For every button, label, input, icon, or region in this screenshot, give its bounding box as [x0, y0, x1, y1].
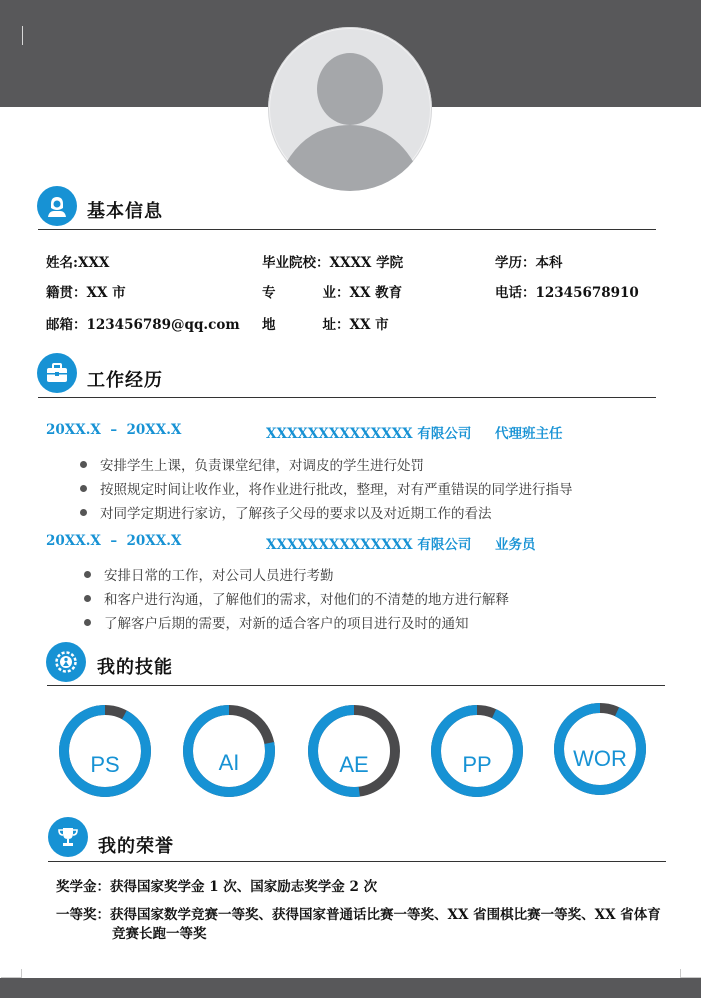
- list-item: 按照规定时间让收作业，将作业进行批改，整理，对有严重错误的同学进行指导: [80, 478, 573, 498]
- section-divider: [47, 685, 665, 686]
- skill-ring-ai: [182, 704, 276, 798]
- job-period: 20XX.X – 20XX.X: [46, 533, 182, 549]
- section-divider: [48, 861, 666, 862]
- job-position: 业务员: [495, 537, 536, 553]
- avatar-placeholder-icon: [268, 27, 432, 191]
- section-divider: [38, 229, 656, 230]
- honor-first-prize: 一等奖：获得国家数学竞赛一等奖、获得国家普通话比赛一等奖、XX 省围棋比赛一等奖、XX 省体育: [56, 907, 661, 923]
- list-item: 安排日常的工作，对公司人员进行考勤: [84, 564, 334, 584]
- job-company: XXXXXXXXXXXXXX 有限公司: [266, 537, 472, 553]
- list-item: 对同学定期进行家访，了解孩子父母的要求以及对近期工作的看法: [80, 502, 492, 522]
- skill-progress: [64, 710, 146, 792]
- skill-ring-ps: [58, 704, 152, 798]
- info-phone: 电话：12345678910: [495, 285, 639, 301]
- skill-ring-ae: [307, 704, 401, 798]
- user-icon: [37, 186, 77, 226]
- list-item: 安排学生上课，负责课堂纪律，对调皮的学生进行处罚: [80, 454, 424, 474]
- section-title-honors: 我的荣誉: [98, 836, 174, 857]
- list-item: 和客户进行沟通，了解他们的需求，对他们的不清楚的地方进行解释: [84, 588, 509, 608]
- skill-ring-pp: [430, 704, 524, 798]
- job-position: 代理班主任: [495, 426, 563, 442]
- skill-label: AE: [339, 752, 369, 777]
- section-divider: [38, 397, 656, 398]
- briefcase-icon: [37, 353, 77, 393]
- honor-first-prize-cont: 竞赛长跑一等奖: [112, 926, 207, 942]
- job-period: 20XX.X – 20XX.X: [46, 422, 182, 438]
- page-corner-mark: [1, 969, 22, 978]
- info-major: 专 业：XX 教育: [262, 285, 403, 301]
- gear-icon: [46, 642, 86, 682]
- skill-label: PS: [90, 752, 120, 777]
- job-company: XXXXXXXXXXXXXX 有限公司: [266, 426, 472, 442]
- page-corner-mark: [680, 969, 701, 978]
- list-item: 了解客户后期的需要，对新的适合客户的项目进行及时的通知: [84, 612, 469, 632]
- section-title-work: 工作经历: [87, 370, 163, 391]
- info-origin: 籍贯：XX 市: [46, 285, 126, 301]
- text-cursor: [22, 26, 23, 45]
- info-email: 邮箱：123456789@qq.com: [46, 317, 240, 333]
- section-title-skills: 我的技能: [97, 657, 173, 678]
- info-name: 姓名:XXX: [46, 255, 110, 271]
- info-address: 地 址：XX 市: [262, 317, 389, 333]
- skill-label: AI: [218, 750, 240, 775]
- section-title-basic: 基本信息: [87, 201, 163, 222]
- trophy-icon: [48, 817, 88, 857]
- footer-band: [0, 978, 701, 998]
- info-school: 毕业院校：XXXX 学院: [262, 255, 404, 271]
- skill-label: PP: [462, 752, 492, 777]
- avatar[interactable]: [268, 27, 432, 191]
- info-degree: 学历：本科: [495, 255, 563, 271]
- skill-ring-wor: [553, 702, 647, 796]
- skill-label: WOR: [573, 746, 627, 771]
- skill-progress: [436, 710, 518, 792]
- honor-scholarship: 奖学金：获得国家奖学金 1 次、国家励志奖学金 2 次: [56, 879, 378, 895]
